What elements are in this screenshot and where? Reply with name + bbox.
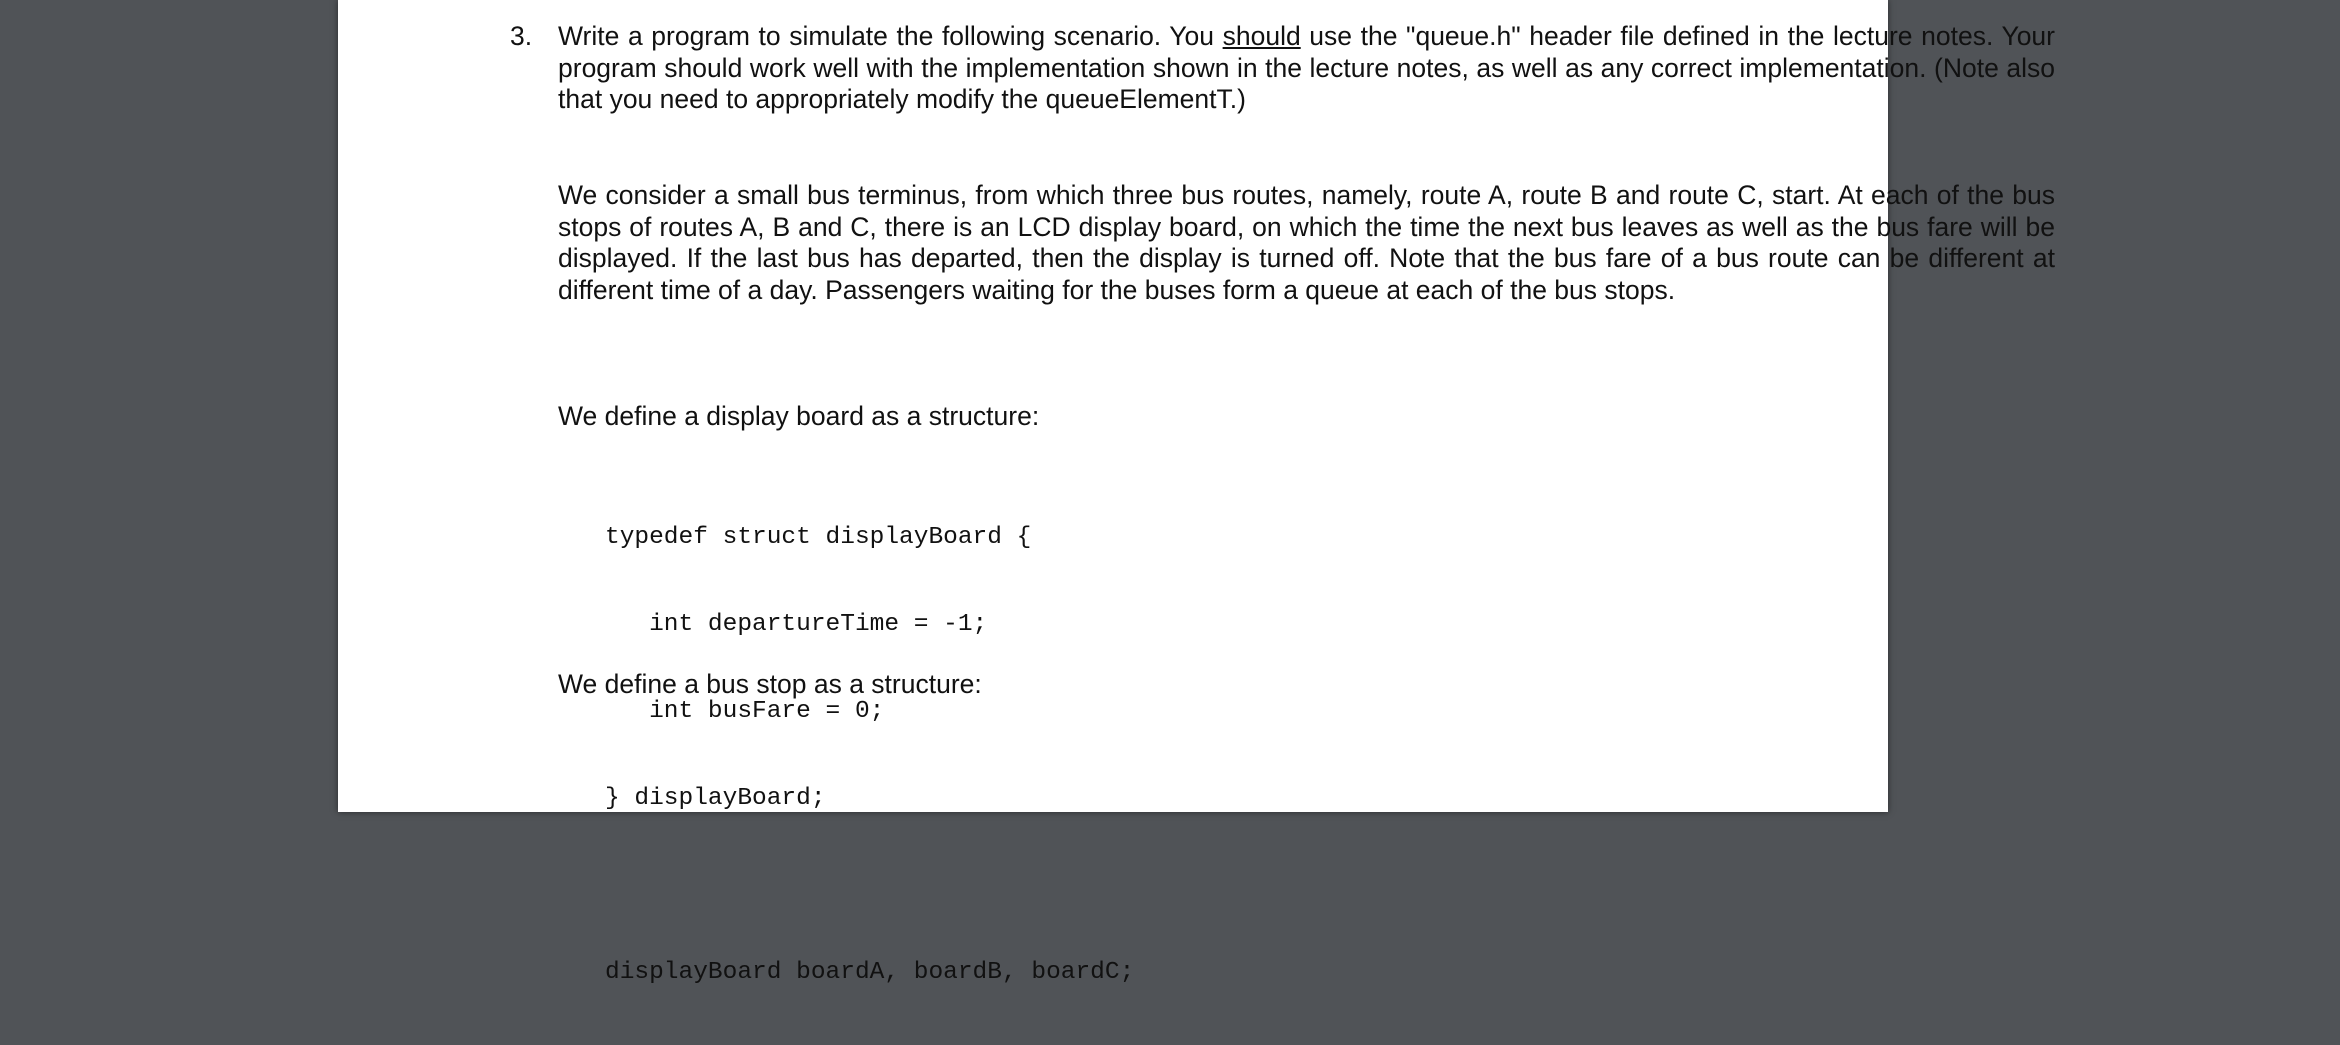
paragraph-scenario: We consider a small bus terminus, from which three bus routes, namely, route A, route B and route C, start. At each of the bus stops of routes A, B and C, there is an LCD display board, on which the time the next bus leaves as well as the bus fare will be displayed. If the last bus has departed, then the display is turned off. Note that the bus fare of a bus route can be different at different time of a day. Passengers waiting for the buses form a queue at each of the bus stops. — [558, 180, 2055, 305]
paragraph-display-board-intro: We define a display board as a structure: — [558, 401, 1040, 431]
code-line: } displayBoard; — [605, 785, 826, 812]
paragraph-bus-stop-intro: We define a bus stop as a structure: — [558, 669, 982, 699]
code-line — [605, 871, 1134, 900]
underlined-text: should — [1222, 21, 1301, 51]
document-page — [338, 0, 2055, 986]
item-number: 3. — [510, 21, 533, 51]
code-line: int departureTime = -1; — [605, 611, 988, 638]
text-run: Write a program to simulate the following scenario. You — [558, 21, 1223, 51]
code-line: typedef struct displayBoard { — [605, 524, 1032, 551]
code-block — [605, 465, 1134, 1045]
code-line: displayBoard boardA, boardB, boardC; — [605, 959, 1135, 986]
code-line: int busFare = 0; — [605, 698, 885, 725]
paragraph-problem-statement — [558, 21, 2055, 116]
text-run: use the "queue.h" header file defined in the lecture notes. Your program should work well with the implementation shown in the lecture notes, as well as any correct implementation. (Note also that you need to appropriately modify the queueElementT.) — [558, 21, 2055, 115]
